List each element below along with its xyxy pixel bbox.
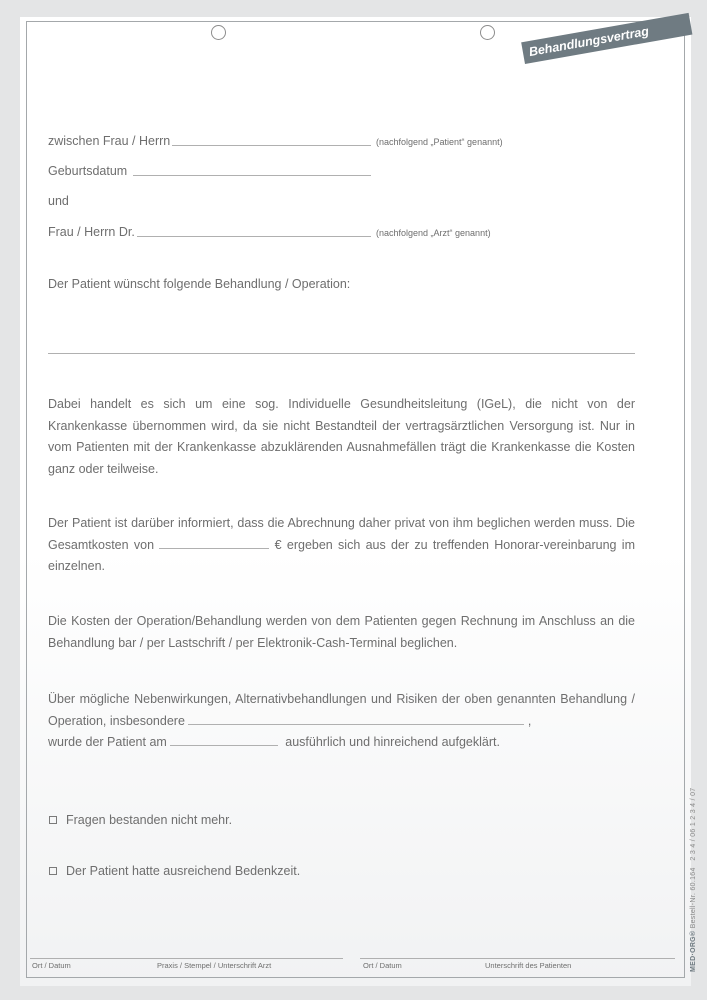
- and-label: und: [48, 194, 69, 208]
- place-date-label-2: Ort / Datum: [363, 961, 402, 970]
- risks-comma: ,: [527, 713, 532, 728]
- questions-checkbox[interactable]: [49, 816, 57, 824]
- patient-signature-label: Unterschrift des Patienten: [485, 961, 572, 970]
- patient-note: (nachfolgend „Patient“ genannt): [376, 137, 503, 147]
- total-cost-field[interactable]: [159, 536, 269, 549]
- treatment-label: Der Patient wünscht folgende Behandlung / Operation:: [48, 277, 351, 291]
- doctor-note: (nachfolgend „Arzt“ genannt): [376, 228, 491, 238]
- questions-checkbox-label: Fragen bestanden nicht mehr.: [66, 813, 233, 827]
- consideration-checkbox[interactable]: [49, 867, 57, 875]
- consultation-date-field[interactable]: [170, 733, 278, 746]
- doctor-signature-line[interactable]: [30, 958, 343, 959]
- billing-text-1: Der Patient ist darüber informiert, dass die Abrechnung daher privat von ihm beglichen werden muss. Die Gesamtkosten von: [48, 516, 635, 552]
- patient-signature-line[interactable]: [360, 958, 675, 959]
- risks-text-2: wurde der Patient am: [48, 735, 167, 749]
- birthdate-label: Geburtsdatum: [48, 164, 128, 178]
- consideration-checkbox-label: Der Patient hatte ausreichend Bedenkzeit.: [66, 864, 301, 878]
- order-number: Bestell-Nr. 60.164: [690, 867, 697, 929]
- doctor-name-field[interactable]: [137, 236, 371, 237]
- doctor-label: Frau / Herrn Dr.: [48, 225, 135, 239]
- document-title: Behandlungsvertrag: [527, 24, 650, 60]
- treatment-field[interactable]: [48, 353, 635, 354]
- risks-text-3: ausführlich und hinreichend aufgeklärt.: [285, 735, 500, 749]
- stamp-doctor-label: Praxis / Stempel / Unterschrift Arzt: [157, 961, 272, 970]
- vertical-footer-text: [690, 788, 697, 973]
- punch-hole-right: [480, 25, 495, 40]
- risks-detail-field[interactable]: [188, 712, 524, 725]
- billing-paragraph: [48, 513, 635, 578]
- patient-name-field[interactable]: [172, 145, 371, 146]
- brand-logo: MED·ORG®: [690, 930, 697, 972]
- punch-hole-left: [211, 25, 226, 40]
- place-date-label-1: Ort / Datum: [32, 961, 71, 970]
- print-codes: 2 3 4 / 06 1 2 3 4 / 07: [690, 787, 697, 861]
- risks-text-1: Über mögliche Nebenwirkungen, Alternativbehandlungen und Risiken der oben genannten Behandlung / Operation, insbesondere: [48, 692, 635, 728]
- billing-text-2: € ergeben sich aus der zu treffenden Honorar-vereinbarung im einzelnen.: [48, 537, 635, 573]
- birthdate-field[interactable]: [133, 175, 371, 176]
- risks-paragraph: [48, 689, 635, 754]
- patient-label: zwischen Frau / Herrn: [48, 134, 171, 148]
- payment-paragraph: Die Kosten der Operation/Behandlung werden von dem Patienten gegen Rechnung im Anschluss an die Behandlung bar / per Lastschrift / per Elektronik-Cash-Terminal beglichen.: [48, 614, 635, 650]
- igel-paragraph: Dabei handelt es sich um eine sog. Individuelle Gesundheitsleitung (IGeL), die nicht von der Krankenkasse übernommen wird, da sie nicht Bestandteil der vertragsärztlichen Versorgung ist. Nur in vom Patienten mit der Krankenkasse abzuklärenden Ausnahmefällen trägt die Krankenkasse die Kosten ganz oder teilweise.: [48, 397, 635, 476]
